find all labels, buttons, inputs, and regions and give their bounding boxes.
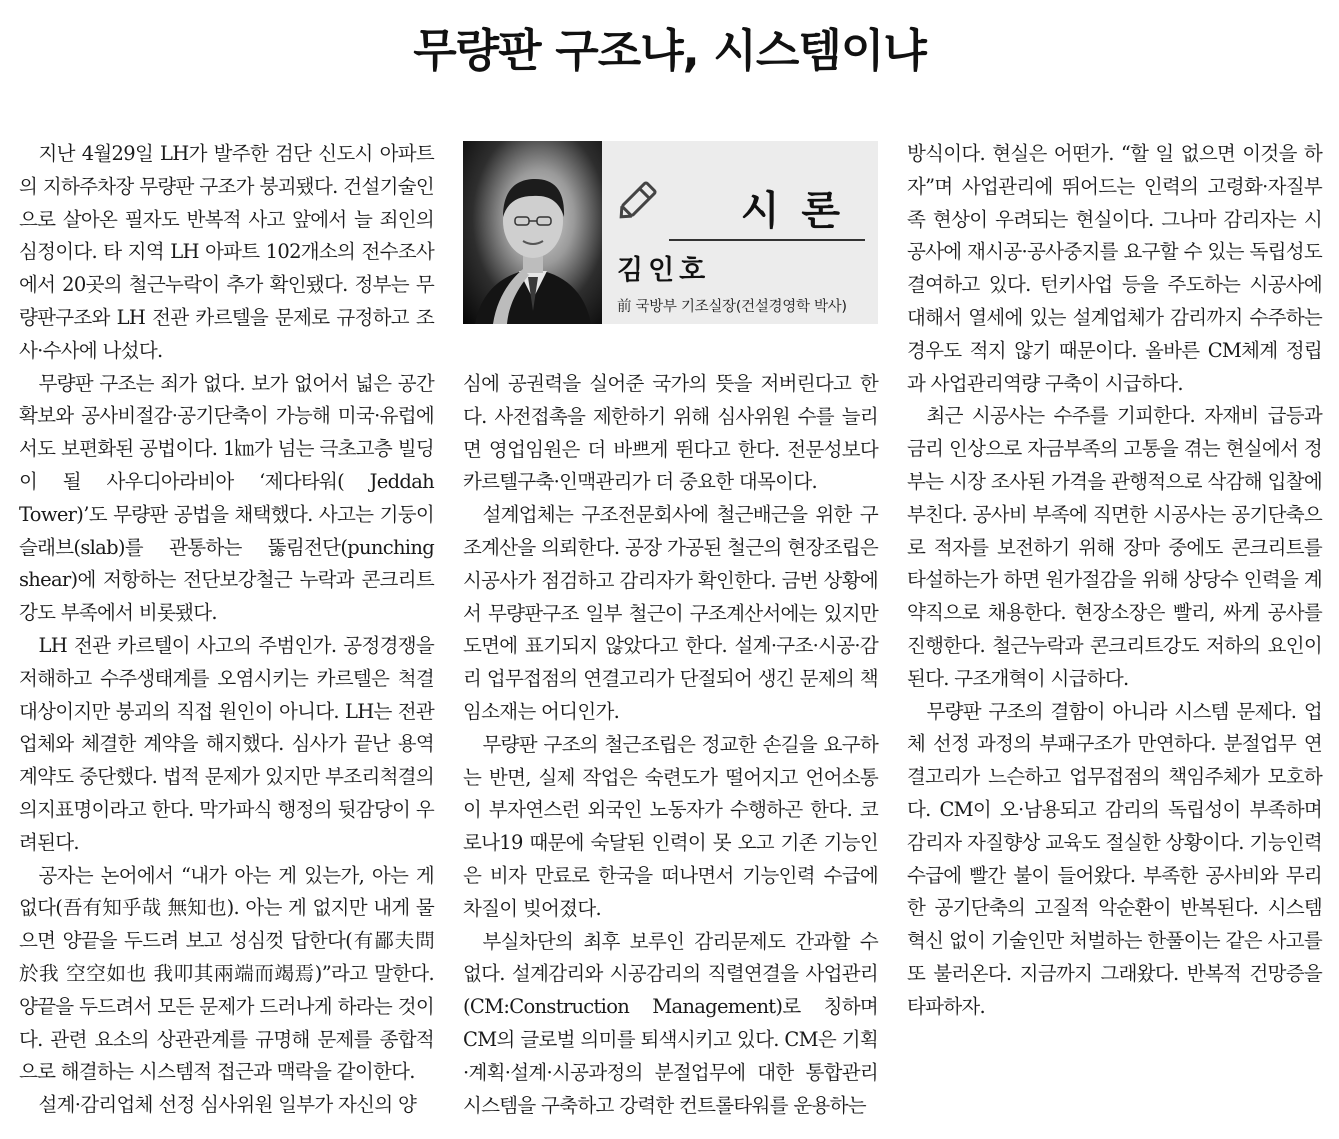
- paragraph: 지난 4월29일 LH가 발주한 검단 신도시 아파트의 지하주차장 무량판 구조가 붕괴됐다. 건설기술인으로 살아온 필자도 반복적 사고 앞에서 늘 죄인의 심정이다. 타 지역 LH 아파트 102개소의 전수조사에서 20곳의 철근누락이 추가 확인됐다. 정부는 무량판구조와 LH 전관 카르텔을 문제로 규정하고 조사·수사에 나섰다.: [19, 142, 434, 362]
- article-column-2: [463, 368, 878, 1122]
- section-label: 시론: [740, 188, 862, 234]
- article-column-3: [907, 138, 1322, 1024]
- article-column-1: [19, 138, 434, 1122]
- article-title: 무량판 구조냐, 시스템이냐: [413, 24, 926, 77]
- paragraph: 무량판 구조는 죄가 없다. 보가 없어서 넓은 공간 확보와 공사비절감·공기단축이 가능해 미국·유럽에서도 보편화된 공법이다. 1㎞가 넘는 극초고층 빌딩이 될 사우디아라비아 ‘제다타워( Jeddah Tower)’도 무량판 공법을 채택했다. 사고는 기둥이 슬래브(slab)를 관통하는 뚫림전단(punching shear)에 저항하는 전단보강철근 누락과 콘크리트 강도 부족에서 비롯됐다.: [19, 371, 434, 625]
- author-photo: [463, 141, 602, 324]
- paragraph: 설계업체는 구조전문회사에 철근배근을 위한 구조계산을 의뢰한다. 공장 가공된 철근의 현장조립은 시공사가 점검하고 감리자가 확인한다. 금번 상황에서 무량판구조 일부 철근이 구조계산서에는 있지만 도면에 표기되지 않았다고 한다. 설계·구조·시공·감리 업무접점의 연결고리가 단절되어 생긴 문제의 책임소재는 어디인가.: [463, 503, 878, 723]
- paragraph: LH 전관 카르텔이 사고의 주범인가. 공정경쟁을 저해하고 수주생태계를 오염시키는 카르텔은 척결 대상이지만 붕괴의 직접 원인이 아니다. LH는 전관업체와 체결한 계약을 해지했다. 심사가 끝난 용역계약도 중단했다. 법적 문제가 있지만 부조리척결의 의지표명이라고 한다. 막가파식 행정의 뒷감당이 우려된다.: [19, 633, 434, 854]
- portrait-illustration: [463, 141, 602, 324]
- paragraph: 무량판 구조의 결함이 아니라 시스템 문제다. 업체 선정 과정의 부패구조가 만연하다. 분절업무 연결고리가 느슨하고 업무접점의 책임주체가 모호하다. CM이 오·남용되고 감리의 독립성이 부족하며 감리자 자질향상 교육도 절실한 상황이다. 기능인력 수급에 빨간 불이 들어왔다. 부족한 공사비와 무리한 공기단축의 고질적 악순환이 반복된다. 시스템 혁신 없이 기술인만 처벌하는 한풀이는 같은 사고를 또 불러온다. 지금까지 그래왔다. 반복적 건망증을 타파하자.: [907, 699, 1322, 1018]
- paragraph: 방식이다. 현실은 어떤가. “할 일 없으면 이것을 하자”며 사업관리에 뛰어드는 인력의 고령화·자질부족 현상이 우려되는 현실이다. 그나마 감리자는 시공사에 재시공·공사중지를 요구할 수 있는 독립성도 결여하고 있다. 턴키사업 등을 주도하는 시공사에 대해서 열세에 있는 설계업체가 감리까지 수주하는 경우도 적지 않기 때문이다. 올바른 CM체계 정립과 사업관리역량 구축이 시급하다.: [907, 142, 1322, 395]
- author-name: 김인호: [617, 255, 711, 286]
- byline-box: [463, 141, 878, 324]
- paragraph: 최근 시공사는 수주를 기피한다. 자재비 급등과 금리 인상으로 자금부족의 고통을 겪는 현실에서 정부는 시장 조사된 가격을 관행적으로 삭감해 입찰에 부친다. 공사비 부족에 직면한 시공사는 공기단축으로 적자를 보전하기 위해 장마 중에도 콘크리트를 타설하는가 하면 원가절감을 위해 상당수 인력을 계약직으로 채용한다. 현장소장은 빨리, 싸게 공사를 진행한다. 철근누락과 콘크리트강도 저하의 요인이 된다. 구조개혁이 시급하다.: [907, 404, 1322, 690]
- pencil-icon: [613, 169, 669, 225]
- paragraph: 부실차단의 최후 보루인 감리문제도 간과할 수 없다. 설계감리와 시공감리의 직렬연결을 사업관리(CM:Construction Management)로 칭하며 CM의 글로벌 의미를 퇴색시키고 있다. CM은 기획·계획·설계·시공과정의 분절업무에 대한 통합관리 시스템을 구축하고 강력한 컨트롤타워를 운용하는: [463, 929, 878, 1117]
- section-divider: [669, 239, 865, 241]
- author-title: 前 국방부 기조실장(건설경영학 박사): [617, 299, 847, 315]
- paragraph: 심에 공권력을 실어준 국가의 뜻을 저버린다고 한다. 사전접촉을 제한하기 위해 심사위원 수를 늘리면 영업임원은 더 바쁘게 뛴다고 한다. 전문성보다 카르텔구축·인맥관리가 더 중요한 대목이다.: [463, 372, 878, 494]
- paragraph: 무량판 구조의 철근조립은 정교한 손길을 요구하는 반면, 실제 작업은 숙련도가 떨어지고 언어소통이 부자연스런 외국인 노동자가 수행하곤 한다. 코로나19 때문에 숙달된 인력이 못 오고 기존 기능인은 비자 만료로 한국을 떠나면서 기능인력 수급에 차질이 빚어졌다.: [463, 732, 878, 920]
- paragraph: 공자는 논어에서 “내가 아는 게 있는가, 아는 게 없다(吾有知乎哉 無知也). 아는 게 없지만 내게 물으면 양끝을 두드려 보고 성심껏 답한다(有鄙夫問於我 空空如也 我叩其兩端而竭焉)”라고 말한다. 양끝을 두드려서 모든 문제가 드러나게 하라는 것이다. 관련 요소의 상관관계를 규명해 문제를 종합적으로 해결하는 시스템적 접근과 맥락을 같이한다.: [19, 863, 434, 1084]
- paragraph: 설계·감리업체 선정 심사위원 일부가 자신의 양: [38, 1093, 417, 1117]
